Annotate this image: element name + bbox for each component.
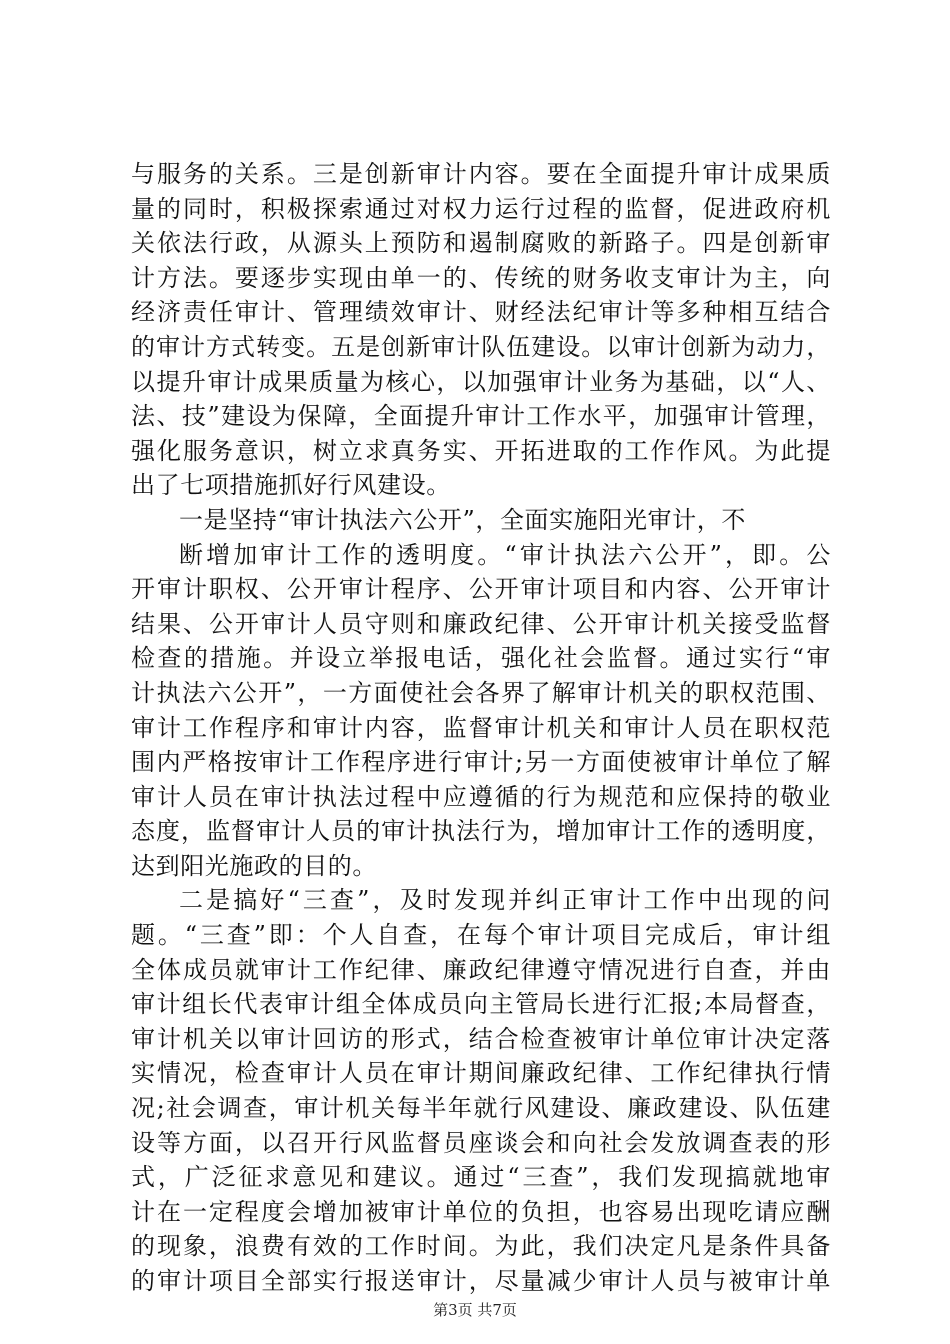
- text-line: 一是坚持“审计执法六公开”，全面实施阳光审计，不: [179, 505, 746, 534]
- text-line: 计在一定程度会增加被审计单位的负担，也容易出现吃请应酬: [131, 1197, 831, 1226]
- text-line: 结果、公开审计人员守则和廉政纪律、公开审计机关接受监督: [131, 609, 831, 638]
- text-line: 况;社会调查，审计机关每半年就行风建设、廉政建设、队伍建: [131, 1094, 831, 1123]
- text-line: 式，广泛征求意见和建议。通过“三查”，我们发现搞就地审: [131, 1163, 831, 1192]
- text-line: 的现象，浪费有效的工作时间。为此，我们决定凡是条件具备: [131, 1232, 831, 1261]
- text-line: 开审计职权、公开审计程序、公开审计项目和内容、公开审计: [131, 575, 831, 604]
- text-line: 设等方面，以召开行风监督员座谈会和向社会发放调查表的形: [131, 1128, 831, 1157]
- text-line: 法、技”建设为保障，全面提升审计工作水平，加强审计管理，: [131, 402, 831, 431]
- text-line: 题。“三查”即：个人自查，在每个审计项目完成后，审计组: [131, 921, 831, 950]
- text-line: 计执法六公开”，一方面使社会各界了解审计机关的职权范围、: [131, 678, 831, 707]
- text-line: 出了七项措施抓好行风建设。: [131, 471, 451, 500]
- text-line: 达到阳光施政的目的。: [131, 851, 377, 880]
- text-line: 的审计项目全部实行报送审计，尽量减少审计人员与被审计单: [131, 1267, 831, 1295]
- text-line: 检查的措施。并设立举报电话，强化社会监督。通过实行“审: [131, 644, 831, 673]
- text-line: 审计工作程序和审计内容，监督审计机关和审计人员在职权范: [131, 713, 831, 742]
- text-line: 审计机关以审计回访的形式，结合检查被审计单位审计决定落: [131, 1024, 831, 1053]
- text-line: 的审计方式转变。五是创新审计队伍建设。以审计创新为动力，: [131, 332, 831, 361]
- text-line: 关依法行政，从源头上预防和遏制腐败的新路子。四是创新审: [131, 229, 831, 258]
- text-line: 计方法。要逐步实现由单一的、传统的财务收支审计为主，向: [131, 263, 831, 292]
- text-line: 全体成员就审计工作纪律、廉政纪律遵守情况进行自查，并由: [131, 955, 831, 984]
- page-footer: 第3页 共7页: [433, 1301, 517, 1319]
- text-line: 实情况，检查审计人员在审计期间廉政纪律、工作纪律执行情: [131, 1059, 831, 1088]
- text-line: 强化服务意识，树立求真务实、开拓进取的工作作风。为此提: [131, 436, 831, 465]
- text-line: 审计组长代表审计组全体成员向主管局长进行汇报;本局督查，: [131, 990, 831, 1019]
- text-line: 与服务的关系。三是创新审计内容。要在全面提升审计成果质: [131, 160, 831, 188]
- text-line: 二是搞好“三查”，及时发现并纠正审计工作中出现的问: [179, 886, 831, 915]
- document-body: [131, 157, 831, 1299]
- text-line: 经济责任审计、管理绩效审计、财经法纪审计等多种相互结合: [131, 298, 831, 327]
- text-line: 围内严格按审计工作程序进行审计;另一方面使被审计单位了解: [131, 748, 831, 777]
- text-line: 以提升审计成果质量为核心，以加强审计业务为基础，以“人、: [131, 367, 831, 396]
- text-line: 量的同时，积极探索通过对权力运行过程的监督，促进政府机: [131, 194, 831, 223]
- text-line: 审计人员在审计执法过程中应遵循的行为规范和应保持的敬业: [131, 782, 831, 811]
- text-line: 态度，监督审计人员的审计执法行为，增加审计工作的透明度，: [131, 817, 831, 846]
- text-line: 断增加审计工作的透明度。“审计执法六公开”，即。公: [179, 540, 831, 569]
